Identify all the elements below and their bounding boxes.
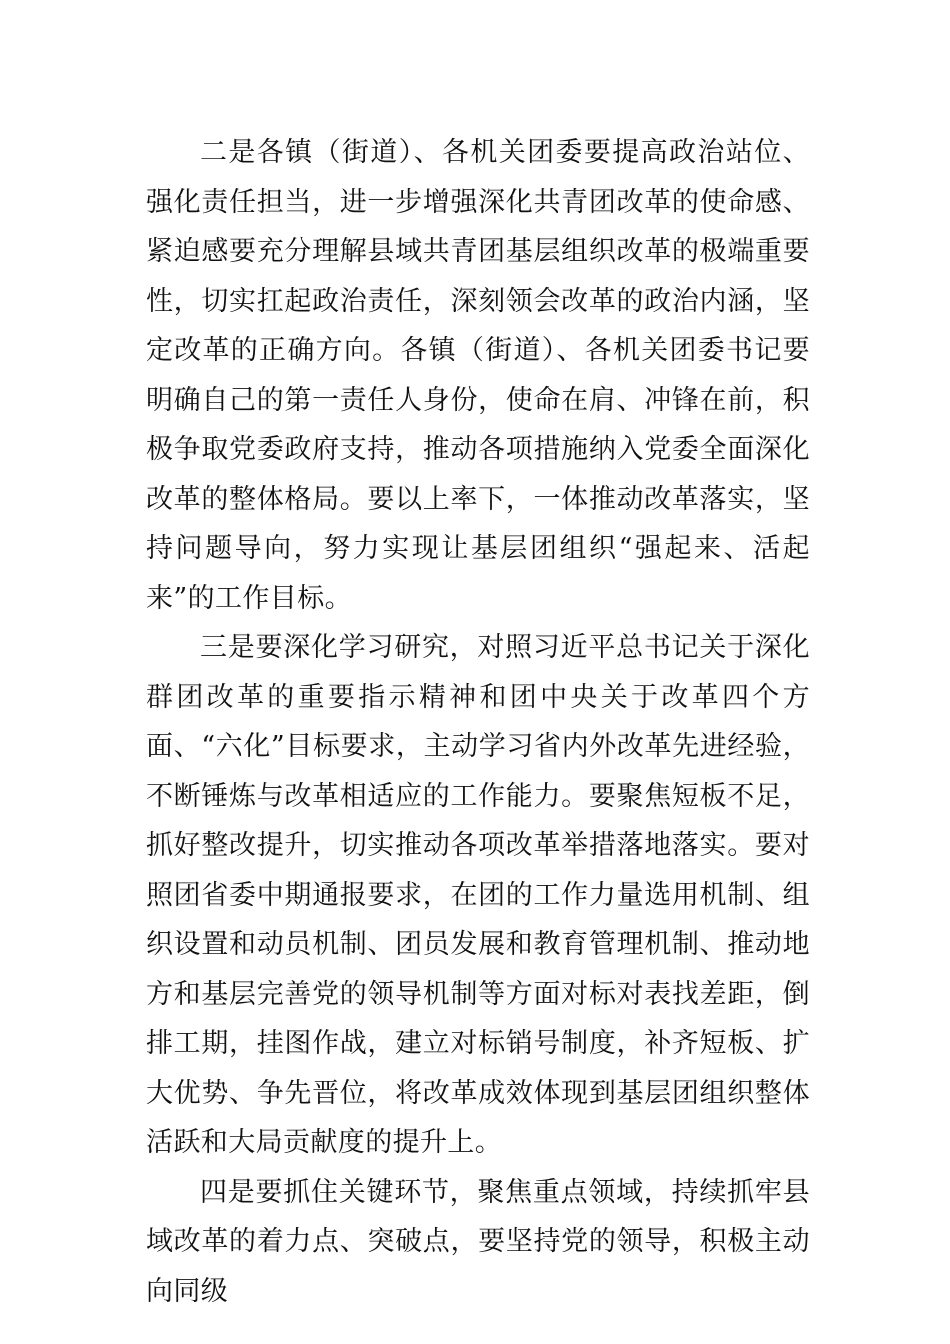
document-body bbox=[146, 128, 810, 1316]
paragraph-3: 三是要深化学习研究，对照习近平总书记关于深化群团改革的重要指示精神和团中央关于改革四个方面、“六化”目标要求，主动学习省内外改革先进经验，不断锤炼与改革相适应的工作能力。要聚焦短板不足，抓好整改提升，切实推动各项改革举措落地落实。要对照团省委中期通报要求，在团的工作力量选用机制、组织设置和动员机制、团员发展和教育管理机制、推动地方和基层完善党的领导机制等方面对标对表找差距，倒排工期，挂图作战，建立对标销号制度，补齐短板、扩大优势、争先晋位，将改革成效体现到基层团组织整体活跃和大局贡献度的提升上。 bbox=[146, 632, 810, 1158]
paragraph-2: 二是各镇（街道）、各机关团委要提高政治站位、强化责任担当，进一步增强深化共青团改革的使命感、紧迫感要充分理解县域共青团基层组织改革的极端重要性，切实扛起政治责任，深刻领会改革的政治内涵，坚定改革的正确方向。各镇（街道）、各机关团委书记要明确自己的第一责任人身份，使命在肩、冲锋在前，积极争取党委政府支持，推动各项措施纳入党委全面深化改革的整体格局。要以上率下，一体推动改革落实，坚持问题导向，努力实现让基层团组织“强起来、活起来”的工作目标。 bbox=[146, 137, 810, 614]
paragraph-4: 四是要抓住关键环节，聚焦重点领域，持续抓牢县域改革的着力点、突破点，要坚持党的领导，积极主动向同级 bbox=[146, 1176, 810, 1307]
